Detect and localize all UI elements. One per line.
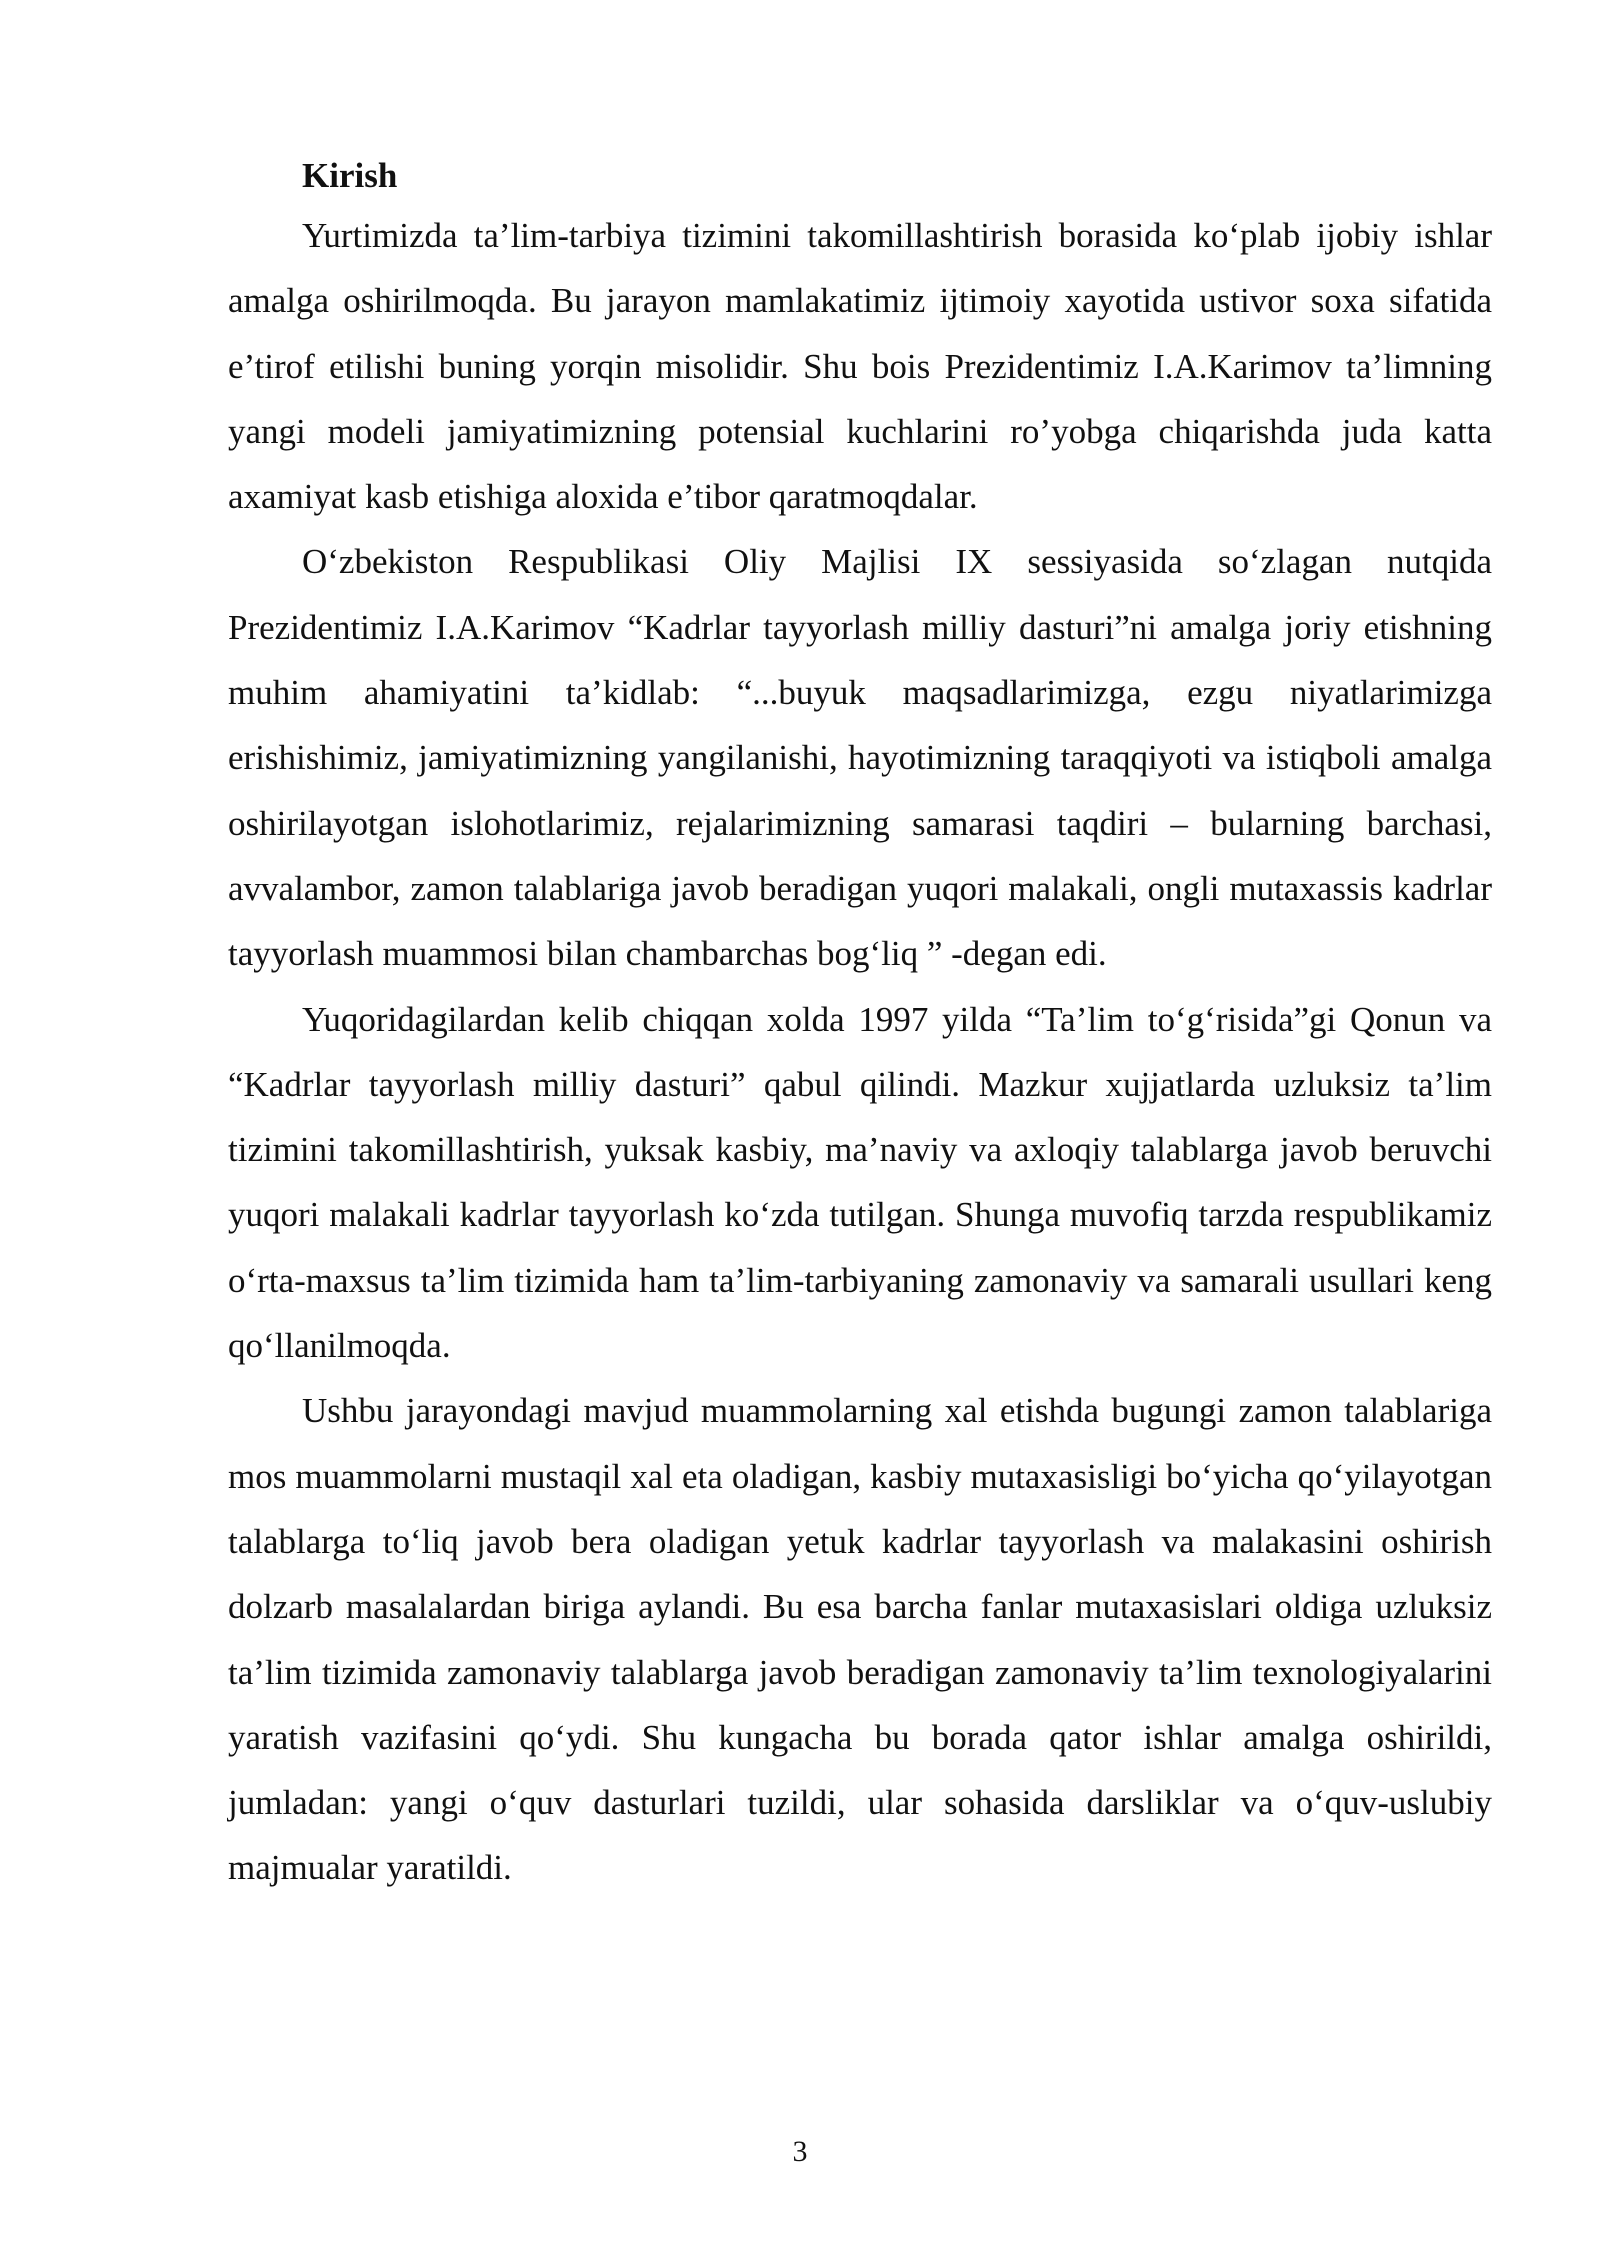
page-number: 3 (792, 2135, 808, 2168)
paragraph-1: Yurtimizda ta’lim-tarbiya tizimini takomillashtirish borasida ko‘plab ijobiy ishlar amalga oshirilmoqda. Bu jarayon mamlakatimiz ijtimoiy xayotida ustivor soxa sifatida e’tirof etilishi buning yorqin misolidir. Shu bois Prezidentimiz I.A.Karimov ta’limning yangi modeli jamiyatimizning potensial kuchlarini ro’yobga chiqarishda juda katta axamiyat kasb etishiga aloxida e’tibor qaratmoqdalar. (228, 216, 1492, 517)
paragraph-2: O‘zbekiston Respublikasi Oliy Majlisi IX sessiyasida so‘zlagan nutqida Prezidentimiz I.A.Karimov “Kadrlar tayyorlash milliy dasturi”ni amalga joriy etishning muhim ahamiyatini ta’kidlab: “...buyuk maqsadlarimizga, ezgu niyatlarimizga erishishimiz, jamiyatimizning yangilanishi, hayotimizning taraqqiyoti va istiqboli amalga oshirilayotgan islohotlarimiz, rejalarimizning samarasi taqdiri – bularning barchasi, avvalambor, zamon talablariga javob beradigan yuqori malakali, ongli mutaxassis kadrlar tayyorlash muammosi bilan chambarchas bog‘liq ” -degan edi. (228, 542, 1492, 974)
paragraph-3: Yuqoridagilardan kelib chiqqan xolda 1997 yilda “Ta’lim to‘g‘risida”gi Qonun va “Kadrlar tayyorlash milliy dasturi” qabul qilindi. Mazkur xujjatlarda uzluksiz ta’lim tizimini takomillashtirish, yuksak kasbiy, ma’naviy va axloqiy talablarga javob beruvchi yuqori malakali kadrlar tayyorlash ko‘zda tutilgan. Shunga muvofiq tarzda respublikamiz o‘rta-maxsus ta’lim tizimida ham ta’lim-tarbiyaning zamonaviy va samarali usullari keng qo‘llanilmoqda. (228, 999, 1492, 1366)
paragraph-4: Ushbu jarayondagi mavjud muammolarning xal etishda bugungi zamon talablariga mos muammolarni mustaqil xal eta oladigan, kasbiy mutaxasisligi bo‘yicha qo‘yilayotgan talablarga to‘liq javob bera oladigan yetuk kadrlar tayyorlash va malakasini oshirish dolzarb masalalardan biriga aylandi. Bu esa barcha fanlar mutaxasislari oldiga uzluksiz ta’lim tizimida zamonaviy talablarga javob beradigan zamonaviy ta’lim texnologiyalarini yaratish vazifasini qo‘ydi. Shu kungacha bu borada qator ishlar amalga oshirildi, jumladan: yangi o‘quv dasturlari tuzildi, ular sohasida darsliklar va o‘quv-uslubiy majmualar yaratildi. (228, 1391, 1492, 1888)
document-body (228, 148, 1492, 1901)
section-heading: Kirish (302, 156, 398, 195)
